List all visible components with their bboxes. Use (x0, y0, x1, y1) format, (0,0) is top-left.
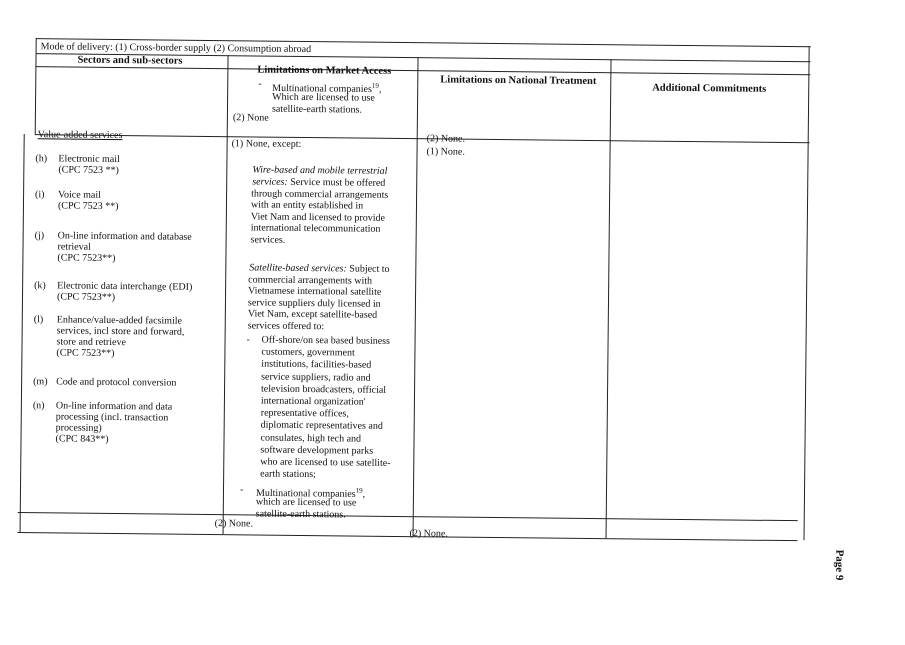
footnote-19: 19 (371, 81, 379, 90)
ma-bullet1-line: diplomatic representatives and (260, 419, 383, 433)
sector-item-line: retrieval (57, 241, 91, 253)
header-row-bottom-border (35, 66, 810, 75)
sector-item-line: (CPC 7523**) (56, 347, 115, 360)
header-market-access: Limitations on Market Access (257, 64, 392, 77)
ma-bullet1-line: institutions, facilities-based (261, 358, 372, 372)
ma-wire-title: Wire-based and mobile terrestrial (252, 164, 388, 177)
sector-item-line: processing (incl. transaction (55, 411, 169, 424)
sector-item-line: Electronic data interchange (EDI) (57, 280, 193, 293)
ma-wire-title2: services: (252, 176, 288, 188)
sector-code: (l) (33, 314, 44, 326)
sector-item-line: processing) (55, 422, 102, 434)
ma-bullet1-line: television broadcasters, official (261, 383, 387, 396)
sector-item-line: Voice mail (58, 189, 102, 201)
sector-code: (n) (32, 400, 45, 412)
sector-item-line: Electronic mail (58, 153, 120, 166)
ma-sat-line: commercial arrangements with (248, 273, 373, 287)
sector-item-line: On-line information and data (55, 400, 173, 413)
ma-bullet2-text: Multinational companies (255, 487, 356, 500)
sector-item-line: On-line information and database (57, 230, 192, 243)
col-divider-3 (606, 59, 612, 538)
ma-wire-line: Viet Nam and licensed to provide (250, 210, 386, 224)
sector-item-line: (CPC 7523 **) (58, 164, 119, 177)
ma-sat-line: services offered to: (247, 319, 325, 332)
sector-item-line: store and retrieve (56, 336, 127, 349)
ma-wire-text-0: Service must be offered (287, 176, 386, 189)
ma-mode2: (2) None. (214, 518, 254, 530)
top-ma-line1-text: Multinational companies (272, 82, 372, 96)
ma-bullet2-line2: which are licensed to use (255, 496, 357, 509)
ma-bullet1-line: customers, government (261, 346, 355, 359)
sector-code: (h) (35, 153, 48, 165)
top-ma-mode2: (2) None (232, 112, 269, 124)
sector-item-line: (CPC 7523**) (56, 291, 116, 304)
ma-bullet2-line3: satellite-earth stations. (255, 508, 346, 521)
top-nt-mode2: (2) None. (426, 133, 466, 145)
ma-bullet1-line: software development parks (260, 444, 374, 457)
top-ma-line2: Which are licensed to use (272, 91, 375, 104)
ma-bullet1-line: Off-shore/on sea based business (261, 334, 391, 347)
sector-item-line: (CPC 843**) (55, 433, 109, 445)
left-border (35, 38, 37, 134)
header-sectors: Sectors and sub-sectors (77, 54, 183, 67)
ma-bullet2-dash: - (239, 484, 244, 496)
ma-wire-line: with an entity established in (250, 199, 364, 212)
ma-sat-title: Satellite-based services: (249, 262, 347, 275)
mode-of-delivery: Mode of delivery: (1) Cross-border supply (2) Consumption abroad (40, 41, 312, 56)
ma-bullet2-end: , (362, 488, 366, 500)
top-bullet: - (258, 78, 262, 90)
sector-title: Value-added services (37, 129, 123, 142)
ma-bullet1-line: consulates, high tech and (260, 432, 362, 445)
ma-bullet1-line: service suppliers, radio and (261, 371, 371, 384)
ma-bullet1-line: representative offices, (260, 407, 349, 420)
ma-sat-text-0: Subject to (346, 263, 390, 275)
ma-bullet1-line: who are licensed to use satellite- (260, 456, 391, 469)
sector-code: (m) (33, 376, 48, 388)
col-divider-2 (413, 57, 419, 536)
page-number: Page 9 (833, 549, 846, 581)
col-divider-1 (223, 55, 229, 534)
ma-bullet1-line: earth stations; (260, 468, 317, 481)
header-additional-commitments: Additional Commitments (652, 82, 767, 95)
header-national-treatment: Limitations on National Treatment (440, 74, 597, 88)
body-row-bottom-border (18, 512, 798, 521)
top-ma-line1-end: , (378, 84, 382, 96)
sector-code: (i) (35, 189, 45, 201)
ma-sat-line: service suppliers duly licensed in (247, 296, 381, 310)
nt-mode1: (1) None. (426, 146, 465, 158)
left-border-lower (20, 134, 25, 532)
sector-item-line: (CPC 7523**) (57, 252, 116, 265)
sector-item-line: (CPC 7523 **) (57, 200, 119, 213)
nt-mode2: (2) None. (409, 528, 448, 540)
top-ma-line3: satellite-earth stations. (271, 103, 363, 116)
ma-bullet1-dash: - (246, 334, 250, 346)
ma-intro: (1) None, except: (231, 138, 302, 150)
table-bottom-border (18, 532, 798, 541)
sector-item-line: Code and protocol conversion (56, 376, 177, 389)
sector-item-line: services, incl store and forward, (56, 325, 185, 338)
ma-wire-line: through commercial arrangements (251, 187, 389, 201)
ma-wire-line: international telecommunication (250, 222, 381, 235)
ma-sat-line: Vietnamese international satellite (248, 285, 382, 298)
ma-wire-line: services. (250, 233, 286, 246)
ma-bullet1-line: international organization' (260, 395, 366, 408)
right-border (804, 46, 810, 540)
sector-item-line: Enhance/value-added facsimile (56, 314, 183, 327)
sector-code: (k) (34, 280, 46, 292)
top-row-bottom-border (35, 134, 810, 143)
ma-sat-line: Viet Nam, except satellite-based (247, 308, 378, 321)
sector-code: (j) (34, 230, 45, 242)
footnote-19-b: 19 (355, 486, 363, 495)
